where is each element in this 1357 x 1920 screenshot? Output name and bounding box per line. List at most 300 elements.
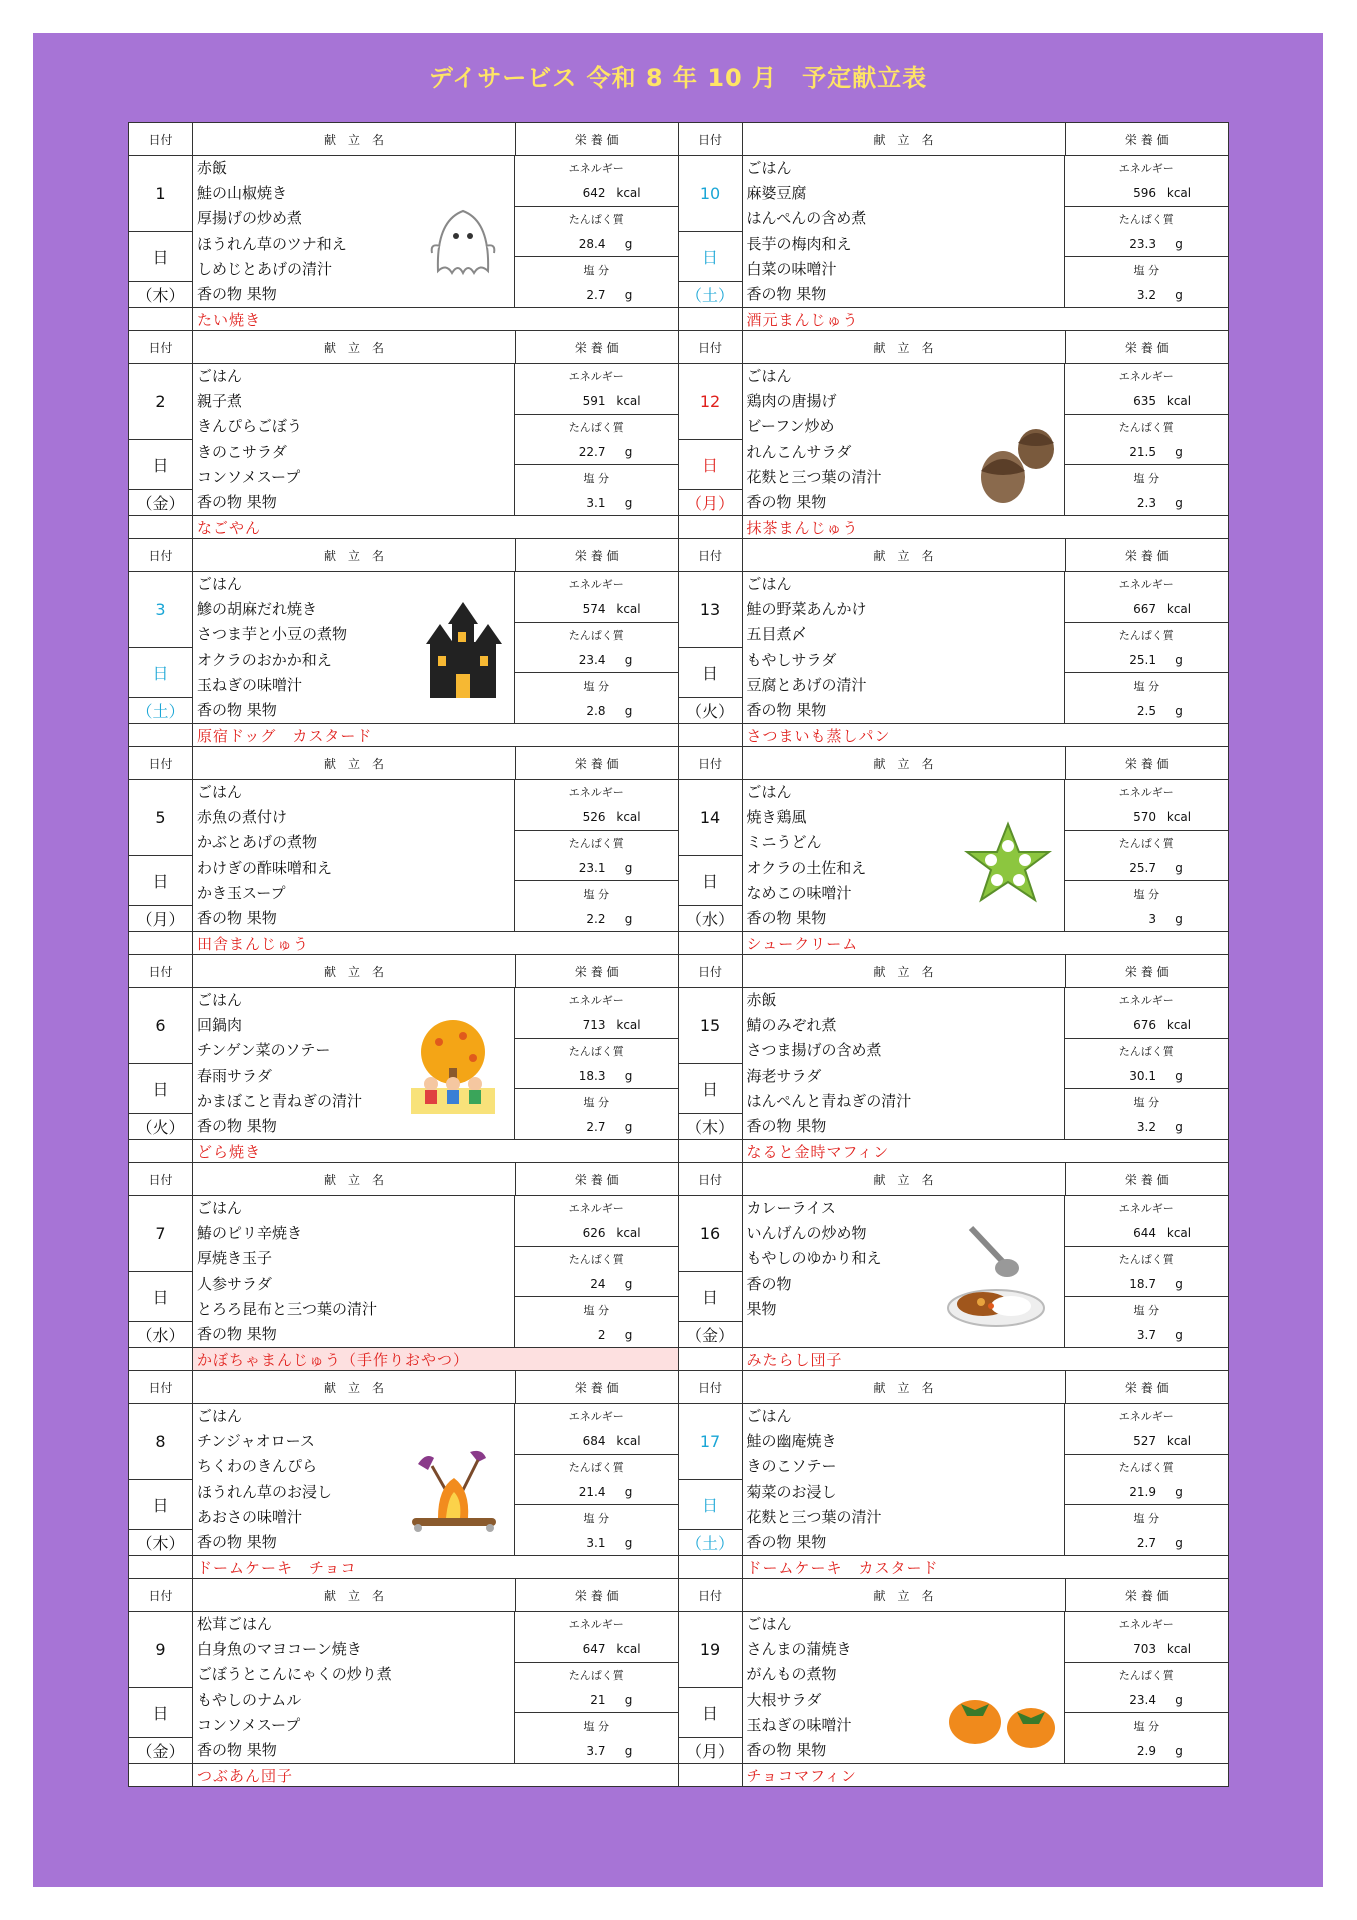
card-header [679,955,1229,988]
card-header [679,123,1229,156]
dessert-text: チョコマフィン [746,1766,857,1785]
day-number: 3 [129,572,192,648]
dessert-text: たい焼き [197,310,262,329]
menu-header: 献 立 名 [193,955,516,987]
protein-value: 21.5 g [1065,439,1229,465]
day-label: 日 [129,1272,192,1323]
menu-item: カレーライス [746,1199,836,1217]
nutrition-header: 栄 養 価 [1124,1380,1169,1395]
energy-value: 574 kcal [515,597,678,623]
protein-value: 23.3 g [1065,231,1229,257]
date-column [679,572,743,723]
menu-item: ごはん [197,1407,243,1425]
menu-header: 献 立 名 [193,1371,516,1403]
menu-item: はんぺんと青ねぎの清汁 [746,1091,912,1110]
weekday: （火） [685,702,734,722]
date-header: 日付 [679,1163,743,1195]
menu-list [193,572,515,723]
day-card [679,1371,1230,1579]
energy-label: エネルギー [1118,578,1174,592]
weekday: （月） [685,494,734,514]
menu-item: 香の物 果物 [197,1116,277,1135]
menu-item: わけぎの酢味噌和え [197,858,333,877]
card-header [129,539,678,572]
energy-value: 713 kcal [515,1013,678,1039]
salt-value: 2.7 g [1136,1535,1183,1550]
energy-value: 591 kcal [515,389,678,415]
energy-value: 703 kcal [1065,1637,1229,1663]
day-label: 日 [129,648,192,699]
protein-label: たんぱく質 [1118,1461,1174,1475]
menu-item: ごはん [197,991,243,1009]
menu-item: オクラの土佐和え [746,858,867,877]
card-header [679,1371,1229,1404]
menu-item: ごはん [197,367,243,385]
menu-item: 麻婆豆腐 [746,184,807,203]
day-label: 日 [679,648,742,699]
day-label: 日 [679,1272,742,1323]
energy-label: エネルギー [1118,994,1174,1008]
date-column [129,1196,193,1347]
menu-item: かき玉スープ [197,883,286,902]
menu-item: きのこサラダ [197,442,287,461]
date-column [129,572,193,723]
menu-item: さつま芋と小豆の煮物 [197,625,348,644]
menu-item: 鰆のピリ辛焼き [197,1224,303,1243]
date-header: 日付 [679,1579,743,1611]
energy-label: エネルギー [1118,1202,1174,1216]
menu-item: 春雨サラダ [197,1066,272,1085]
menu-item: 香の物 果物 [197,1740,277,1759]
date-column [679,780,743,931]
date-header: 日付 [129,1163,193,1195]
date-column [129,1404,193,1555]
day-number: 5 [129,780,192,856]
protein-label: たんぱく質 [568,1669,624,1683]
menu-item: ごはん [746,783,792,801]
date-header: 日付 [129,747,193,779]
menu-item: ごはん [197,783,243,801]
menu-item: ごはん [746,575,792,593]
nutrition-values [515,572,678,723]
salt-label: 塩 分 [1133,679,1159,693]
nutrition-header: 栄 養 価 [574,1380,619,1395]
menu-header: 献 立 名 [743,331,1066,363]
protein-value: 21.9 g [1065,1479,1229,1505]
menu-item: なめこの味噌汁 [746,883,852,902]
menu-header: 献 立 名 [743,747,1066,779]
salt-label: 塩 分 [1133,887,1159,901]
menu-item: 果物 [746,1299,777,1318]
date-header: 日付 [129,331,193,363]
day-number: 12 [679,364,742,440]
nutrition-header: 栄 養 価 [1124,548,1169,563]
day-number: 9 [129,1612,192,1688]
menu-item: 香の物 果物 [746,700,827,719]
menu-item: 豆腐とあげの清汁 [746,675,867,694]
protein-label: たんぱく質 [568,629,624,643]
menu-item: 鮭の山椒焼き [197,184,288,203]
persimmon-icon [943,1682,1063,1756]
energy-label: エネルギー [1118,370,1174,384]
weekday: （木） [136,1534,185,1554]
menu-item: はんぺんの含め煮 [746,209,867,228]
menu-item: ごはん [746,159,792,177]
date-column [679,988,743,1139]
weekday: （土） [685,1534,734,1554]
card-header [679,1163,1229,1196]
salt-label: 塩 分 [583,1511,609,1525]
salt-label: 塩 分 [1133,471,1159,485]
bonfire-icon [398,1444,508,1538]
salt-label: 塩 分 [583,887,609,901]
menu-item: コンソメスープ [197,467,301,486]
salt-label: 塩 分 [1133,1511,1159,1525]
salt-value: 3.2 g [1136,1119,1183,1134]
energy-value: 642 kcal [515,181,678,207]
weekday: （水） [136,1326,185,1346]
date-header: 日付 [679,747,743,779]
date-column [679,156,743,307]
card-header [129,1163,678,1196]
menu-item: れんこんサラダ [746,442,852,461]
weekday: （月） [136,910,185,930]
energy-value: 596 kcal [1065,181,1229,207]
energy-label: エネルギー [568,370,624,384]
dessert-text: ドームケーキ カスタード [746,1558,939,1577]
day-label: 日 [679,440,742,491]
nutrition-values [515,1196,678,1347]
menu-list [743,1612,1065,1763]
salt-label: 塩 分 [1133,1095,1159,1109]
menu-item: 赤魚の煮付け [197,808,288,827]
menu-list [743,572,1065,723]
day-label: 日 [129,232,192,283]
menu-list [193,156,515,307]
nutrition-header: 栄 養 価 [574,132,619,147]
protein-value: 23.1 g [515,855,678,881]
day-label: 日 [679,1064,742,1115]
date-column [679,364,743,515]
day-number: 6 [129,988,192,1064]
protein-value: 24 g [515,1271,678,1297]
date-column [129,988,193,1139]
menu-item: 玉ねぎの味噌汁 [746,1715,852,1734]
menu-item: チンジャオロース [197,1432,315,1451]
menu-item: 白菜の味噌汁 [746,259,837,278]
weekday: （水） [685,910,734,930]
date-header: 日付 [129,123,193,155]
nutrition-header: 栄 養 価 [1124,964,1169,979]
energy-value: 644 kcal [1065,1221,1229,1247]
energy-label: エネルギー [568,1202,624,1216]
nutrition-values [1065,1612,1229,1763]
energy-value: 570 kcal [1065,805,1229,831]
menu-row [129,539,1229,747]
energy-label: エネルギー [568,162,624,176]
menu-item: 長芋の梅肉和え [746,234,852,253]
energy-value: 526 kcal [515,805,678,831]
menu-header: 献 立 名 [743,1371,1066,1403]
energy-label: エネルギー [568,1410,624,1424]
nutrition-header: 栄 養 価 [574,1172,619,1187]
date-column [679,1404,743,1555]
date-column [129,156,193,307]
menu-item: ちくわのきんぴら [197,1457,318,1476]
menu-header: 献 立 名 [743,1579,1066,1611]
acorn-icon [968,419,1068,513]
day-number: 10 [679,156,742,232]
salt-value: 3.7 g [586,1743,633,1758]
menu-item: かぶとあげの煮物 [197,833,318,852]
menu-list [193,364,515,515]
nutrition-values [1065,364,1229,515]
date-column [129,780,193,931]
menu-item: チンゲン菜のソテー [197,1041,331,1060]
menu-item: 香の物 果物 [746,1532,827,1551]
okra-icon [963,820,1053,914]
menu-item: 海老サラダ [746,1066,822,1085]
day-number: 19 [679,1612,742,1688]
menu-item: ごはん [197,1199,243,1217]
day-card [679,747,1230,955]
nutrition-header: 栄 養 価 [574,1588,619,1603]
menu-item: 人参サラダ [197,1274,272,1293]
protein-label: たんぱく質 [568,837,624,851]
menu-item: ごはん [746,1615,792,1633]
menu-item: いんげんの炒め物 [746,1224,867,1243]
menu-item: コンソメスープ [197,1715,301,1734]
weekday: （月） [685,1742,734,1762]
card-header [129,1371,678,1404]
energy-label: エネルギー [1118,162,1174,176]
protein-label: たんぱく質 [1118,213,1174,227]
energy-label: エネルギー [1118,786,1174,800]
protein-value: 18.3 g [515,1063,678,1089]
menu-item: がんもの煮物 [746,1665,837,1684]
menu-list [743,988,1065,1139]
menu-item: ビーフン炒め [746,417,835,436]
menu-item: さつま揚げの含め煮 [746,1041,882,1060]
menu-item: もやしのナムル [197,1690,302,1709]
day-number: 17 [679,1404,742,1480]
day-number: 15 [679,988,742,1064]
day-card [129,955,679,1163]
day-card [679,123,1230,331]
energy-label: エネルギー [568,1618,624,1632]
menu-row [129,1371,1229,1579]
date-column [129,1612,193,1763]
menu-item: 鮭の野菜あんかけ [746,600,867,619]
date-column [679,1612,743,1763]
date-column [129,364,193,515]
protein-value: 25.7 g [1065,855,1229,881]
date-header: 日付 [679,1371,743,1403]
menu-item: ごはん [746,367,792,385]
menu-list [743,156,1065,307]
protein-label: たんぱく質 [1118,1669,1174,1683]
menu-item: 香の物 果物 [197,700,277,719]
menu-row [129,331,1229,539]
day-number: 8 [129,1404,192,1480]
menu-list [743,1196,1065,1347]
menu-list [743,780,1065,931]
protein-value: 23.4 g [1065,1687,1229,1713]
day-number: 7 [129,1196,192,1272]
nutrition-header: 栄 養 価 [574,756,619,771]
nutrition-header: 栄 養 価 [1124,340,1169,355]
salt-value: 2.5 g [1136,703,1183,718]
salt-label: 塩 分 [1133,1303,1159,1317]
menu-item: 玉ねぎの味噌汁 [197,675,303,694]
menu-item: 赤飯 [746,991,777,1009]
day-card [129,123,679,331]
nutrition-header: 栄 養 価 [574,964,619,979]
menu-item: 香の物 [746,1274,792,1293]
menu-item: 花麩と三つ葉の清汁 [746,1507,882,1526]
salt-value: 3.1 g [586,1535,633,1550]
nutrition-values [1065,1196,1229,1347]
menu-header: 献 立 名 [193,1579,516,1611]
energy-value: 527 kcal [1065,1429,1229,1455]
card-header [679,539,1229,572]
day-label: 日 [129,1688,192,1739]
day-card [679,331,1230,539]
energy-value: 667 kcal [1065,597,1229,623]
card-header [129,1579,678,1612]
protein-label: たんぱく質 [1118,1045,1174,1059]
menu-item: ほうれん草のツナ和え [197,234,347,253]
menu-item: オクラのおかか和え [197,650,332,669]
menu-header: 献 立 名 [193,539,516,571]
dessert-text: かぼちゃまんじゅう（手作りおやつ） [193,1348,678,1370]
menu-row [129,123,1229,331]
salt-value: 3.1 g [586,495,633,510]
salt-label: 塩 分 [583,1095,609,1109]
nutrition-values [1065,572,1229,723]
menu-item: とろろ昆布と三つ葉の清汁 [197,1299,378,1318]
card-header [129,747,678,780]
day-label: 日 [679,1688,742,1739]
date-header: 日付 [129,1371,193,1403]
card-header [679,1579,1229,1612]
nutrition-header: 栄 養 価 [1124,1172,1169,1187]
nutrition-values [515,1404,678,1555]
haunted-house-icon [418,602,508,706]
weekday: （木） [685,1118,734,1138]
salt-value: 2.3 g [1136,495,1183,510]
menu-list [193,1404,515,1555]
day-label: 日 [129,856,192,907]
day-card [679,1163,1230,1371]
menu-item: もやしのゆかり和え [746,1249,882,1268]
menu-header: 献 立 名 [743,955,1066,987]
menu-row [129,955,1229,1163]
menu-item: 香の物 果物 [197,908,277,927]
nutrition-header: 栄 養 価 [1124,1588,1169,1603]
menu-item: 花麩と三つ葉の清汁 [746,467,882,486]
page-title: デイサービス 令和 8 年 10 月 予定献立表 [428,64,928,92]
day-number: 13 [679,572,742,648]
nutrition-values [1065,156,1229,307]
dessert-text: なごやん [197,518,262,537]
salt-value: 2.7 g [586,1119,633,1134]
day-card [129,539,679,747]
protein-label: たんぱく質 [568,213,624,227]
salt-label: 塩 分 [583,263,609,277]
nutrition-values [515,780,678,931]
menu-item: ごはん [746,1407,792,1425]
menu-item: 親子煮 [197,392,243,411]
menu-item: あおさの味噌汁 [197,1507,303,1526]
menu-item: ごはん [197,575,243,593]
menu-item: 香の物 果物 [197,1324,277,1343]
weekday: （土） [136,702,185,722]
nutrition-header: 栄 養 価 [574,340,619,355]
day-card [129,1163,679,1371]
menu-item: 鯖のみぞれ煮 [746,1016,837,1035]
protein-label: たんぱく質 [1118,629,1174,643]
menu-item: きのこソテー [746,1457,837,1476]
protein-value: 21 g [515,1687,678,1713]
protein-label: たんぱく質 [1118,1253,1174,1267]
dessert-text: つぶあん団子 [197,1766,294,1785]
salt-value: 3 g [1148,911,1183,926]
menu-item: かまぼこと青ねぎの清汁 [197,1091,363,1110]
energy-label: エネルギー [568,786,624,800]
day-card [129,331,679,539]
date-header: 日付 [129,955,193,987]
menu-row [129,1579,1229,1787]
nutrition-values [515,1612,678,1763]
dessert-text: ドームケーキ チョコ [197,1558,357,1577]
menu-list [193,988,515,1139]
day-card [679,1579,1230,1787]
menu-item: 焼き鶏風 [746,808,807,827]
day-number: 16 [679,1196,742,1272]
day-number: 1 [129,156,192,232]
menu-row [129,1163,1229,1371]
salt-label: 塩 分 [583,1719,609,1733]
protein-value: 25.1 g [1065,647,1229,673]
salt-label: 塩 分 [583,471,609,485]
protein-label: たんぱく質 [568,421,624,435]
day-label: 日 [129,1480,192,1531]
day-card [679,955,1230,1163]
menu-item: 五目煮〆 [746,625,807,644]
dessert-text: どら焼き [197,1142,262,1161]
day-label: 日 [679,232,742,283]
menu-list [193,1196,515,1347]
energy-label: エネルギー [1118,1618,1174,1632]
card-header [679,331,1229,364]
menu-item: 厚焼き玉子 [197,1249,273,1268]
menu-item: 鮭の幽庵焼き [746,1432,837,1451]
nutrition-values [515,364,678,515]
date-column [679,1196,743,1347]
energy-label: エネルギー [1118,1410,1174,1424]
day-card [679,539,1230,747]
weekday: （土） [685,286,734,306]
day-label: 日 [679,1480,742,1531]
protein-label: たんぱく質 [568,1253,624,1267]
energy-value: 647 kcal [515,1637,678,1663]
energy-value: 626 kcal [515,1221,678,1247]
weekday: （火） [136,1118,185,1138]
weekday: （金） [136,1742,185,1762]
menu-item: ごぼうとこんにゃくの炒り煮 [197,1665,392,1684]
menu-list [193,780,515,931]
